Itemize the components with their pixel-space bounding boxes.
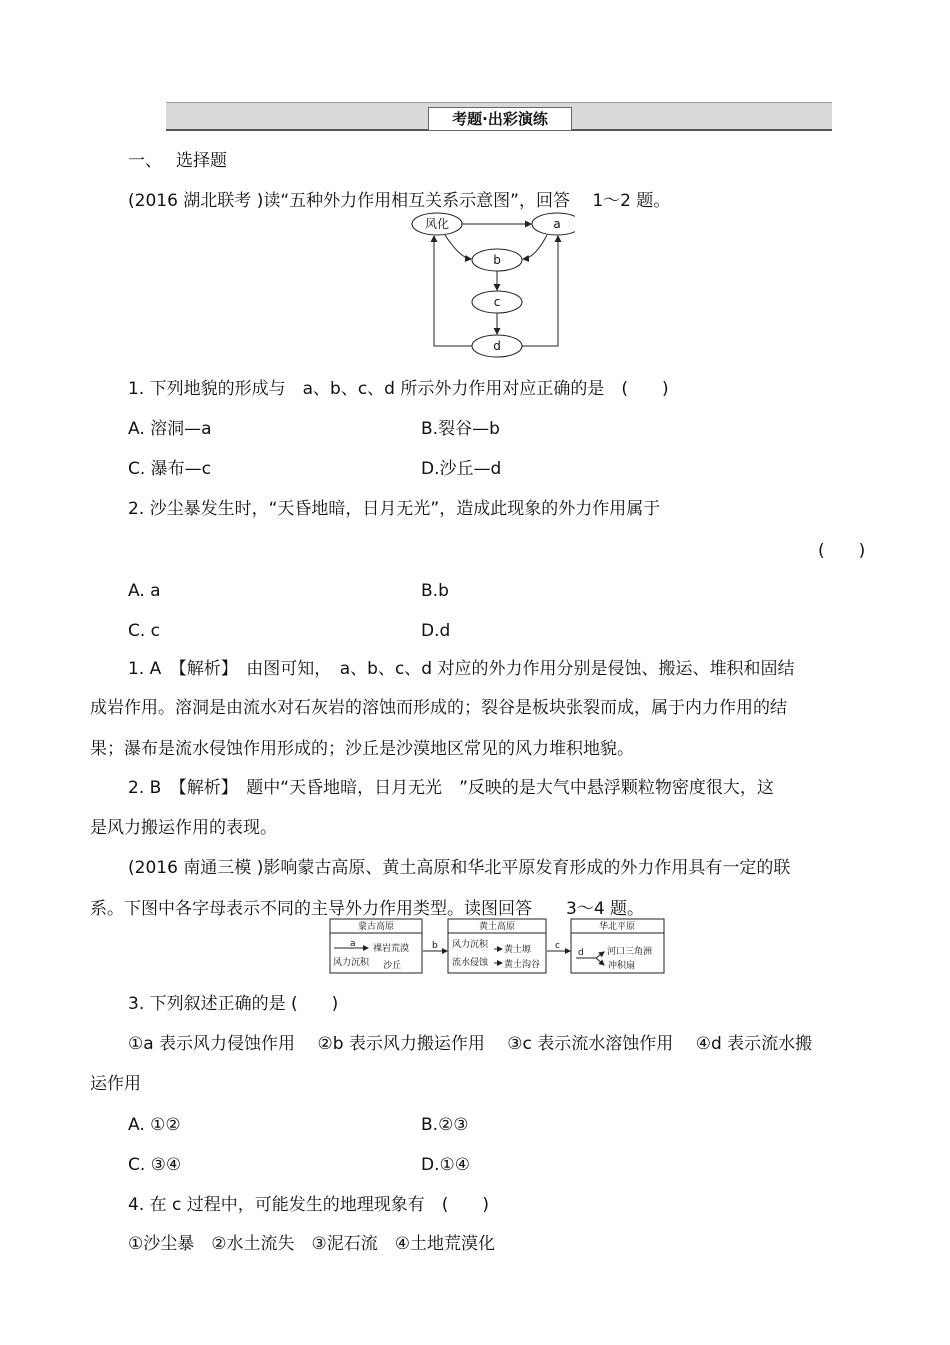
label-a: a bbox=[350, 939, 356, 949]
label-d: d bbox=[578, 948, 584, 958]
box1-text-3: 沙丘 bbox=[383, 961, 402, 971]
box1-text-1: 裸岩荒漠 bbox=[373, 944, 410, 954]
box2-title: 黄土高原 bbox=[478, 922, 516, 932]
external-forces-diagram bbox=[405, 208, 575, 358]
q3-stem: 3. 下列叙述正确的是 ( ) bbox=[128, 994, 339, 1014]
q3-statements-2: 运作用 bbox=[90, 1074, 141, 1094]
arrow-d-a bbox=[522, 236, 558, 346]
banner-title: 考题·出彩演练 bbox=[428, 107, 572, 131]
answer-2-line-1: 2. B 【解析】 题中“天昏地暗，日月无光 ”反映的是大气中悬浮颗粒物密度很大，这 bbox=[128, 778, 774, 798]
q1-option-b: B.裂谷—b bbox=[421, 419, 500, 439]
q1-option-a: A. 溶洞—a bbox=[128, 419, 212, 439]
q3-option-c: C. ③④ bbox=[128, 1155, 182, 1175]
intro-1: (2016 湖北联考 )读“五种外力作用相互关系示意图”，回答 1～2 题。 bbox=[128, 191, 671, 211]
node-label: c bbox=[493, 295, 501, 309]
box2-text-4: 黄土沟谷 bbox=[504, 960, 541, 970]
q3-option-d: D.①④ bbox=[421, 1155, 470, 1175]
section-number: 一、 bbox=[128, 151, 162, 171]
q3-option-b: B.②③ bbox=[421, 1115, 469, 1135]
q3-statements-1: ①a 表示风力侵蚀作用 ②b 表示风力搬运作用 ③c 表示流水溶蚀作用 ④d 表示流水搬 bbox=[128, 1034, 813, 1054]
q2-answer-paren: ( ) bbox=[818, 541, 866, 561]
q3-option-a: A. ①② bbox=[128, 1115, 181, 1135]
q1-stem: 1. 下列地貌的形成与 a、b、c、d 所示外力作用对应正确的是 ( ) bbox=[128, 379, 669, 399]
label-c: c bbox=[555, 941, 560, 951]
q2-option-d: D.d bbox=[421, 621, 451, 641]
label-b: b bbox=[432, 941, 438, 951]
intro-2-line-2: 系。下图中各字母表示不同的主导外力作用类型。读图回答 3～4 题。 bbox=[90, 899, 645, 919]
box3-text-2: 冲积扇 bbox=[608, 961, 636, 971]
q4-stem: 4. 在 c 过程中，可能发生的地理现象有 ( ) bbox=[128, 1195, 490, 1215]
box3-title: 华北平原 bbox=[598, 922, 636, 932]
box2-text-1: 风力沉积 bbox=[452, 940, 489, 950]
arrow-a-b bbox=[523, 235, 547, 259]
box3-text-1: 河口三角洲 bbox=[607, 947, 653, 957]
answer-1-line-2: 成岩作用。溶洞是由流水对石灰岩的溶蚀而形成的；裂谷是板块张裂而成，属于内力作用的结 bbox=[90, 698, 787, 718]
section-title: 选择题 bbox=[176, 151, 227, 171]
box1-title: 蒙古高原 bbox=[357, 922, 395, 932]
answer-1-line-1: 1. A 【解析】 由图可知， a、b、c、d 对应的外力作用分别是侵蚀、搬运、堆积和固结 bbox=[128, 659, 795, 679]
intro-2-line-1: (2016 南通三模 )影响蒙古高原、黄土高原和华北平原发育形成的外力作用具有一定的联 bbox=[128, 858, 791, 878]
box1-text-2: 风力沉积 bbox=[333, 958, 370, 968]
answer-1-line-3: 果；瀑布是流水侵蚀作用形成的；沙丘是沙漠地区常见的风力堆积地貌。 bbox=[90, 739, 634, 759]
node-label: b bbox=[493, 253, 501, 267]
arrow-d-weathering bbox=[434, 236, 472, 346]
q1-option-d: D.沙丘—d bbox=[421, 459, 502, 479]
q2-option-c: C. c bbox=[128, 621, 161, 641]
q4-statements: ①沙尘暴 ②水土流失 ③泥石流 ④土地荒漠化 bbox=[128, 1234, 495, 1254]
node-label: d bbox=[493, 339, 501, 353]
q2-stem: 2. 沙尘暴发生时，“天昏地暗，日月无光”，造成此现象的外力作用属于 bbox=[128, 499, 661, 519]
box2-text-3: 黄土塬 bbox=[504, 945, 532, 955]
q1-option-c: C. 瀑布—c bbox=[128, 459, 212, 479]
node-label: a bbox=[553, 217, 561, 231]
q2-option-b: B.b bbox=[421, 581, 449, 601]
q2-option-a: A. a bbox=[128, 581, 161, 601]
box2-text-2: 流水侵蚀 bbox=[452, 958, 489, 968]
node-label: 风化 bbox=[424, 217, 450, 231]
plateau-plain-diagram bbox=[328, 917, 668, 977]
answer-2-line-2: 是风力搬运作用的表现。 bbox=[90, 818, 277, 838]
arrow-weathering-b bbox=[445, 235, 471, 259]
